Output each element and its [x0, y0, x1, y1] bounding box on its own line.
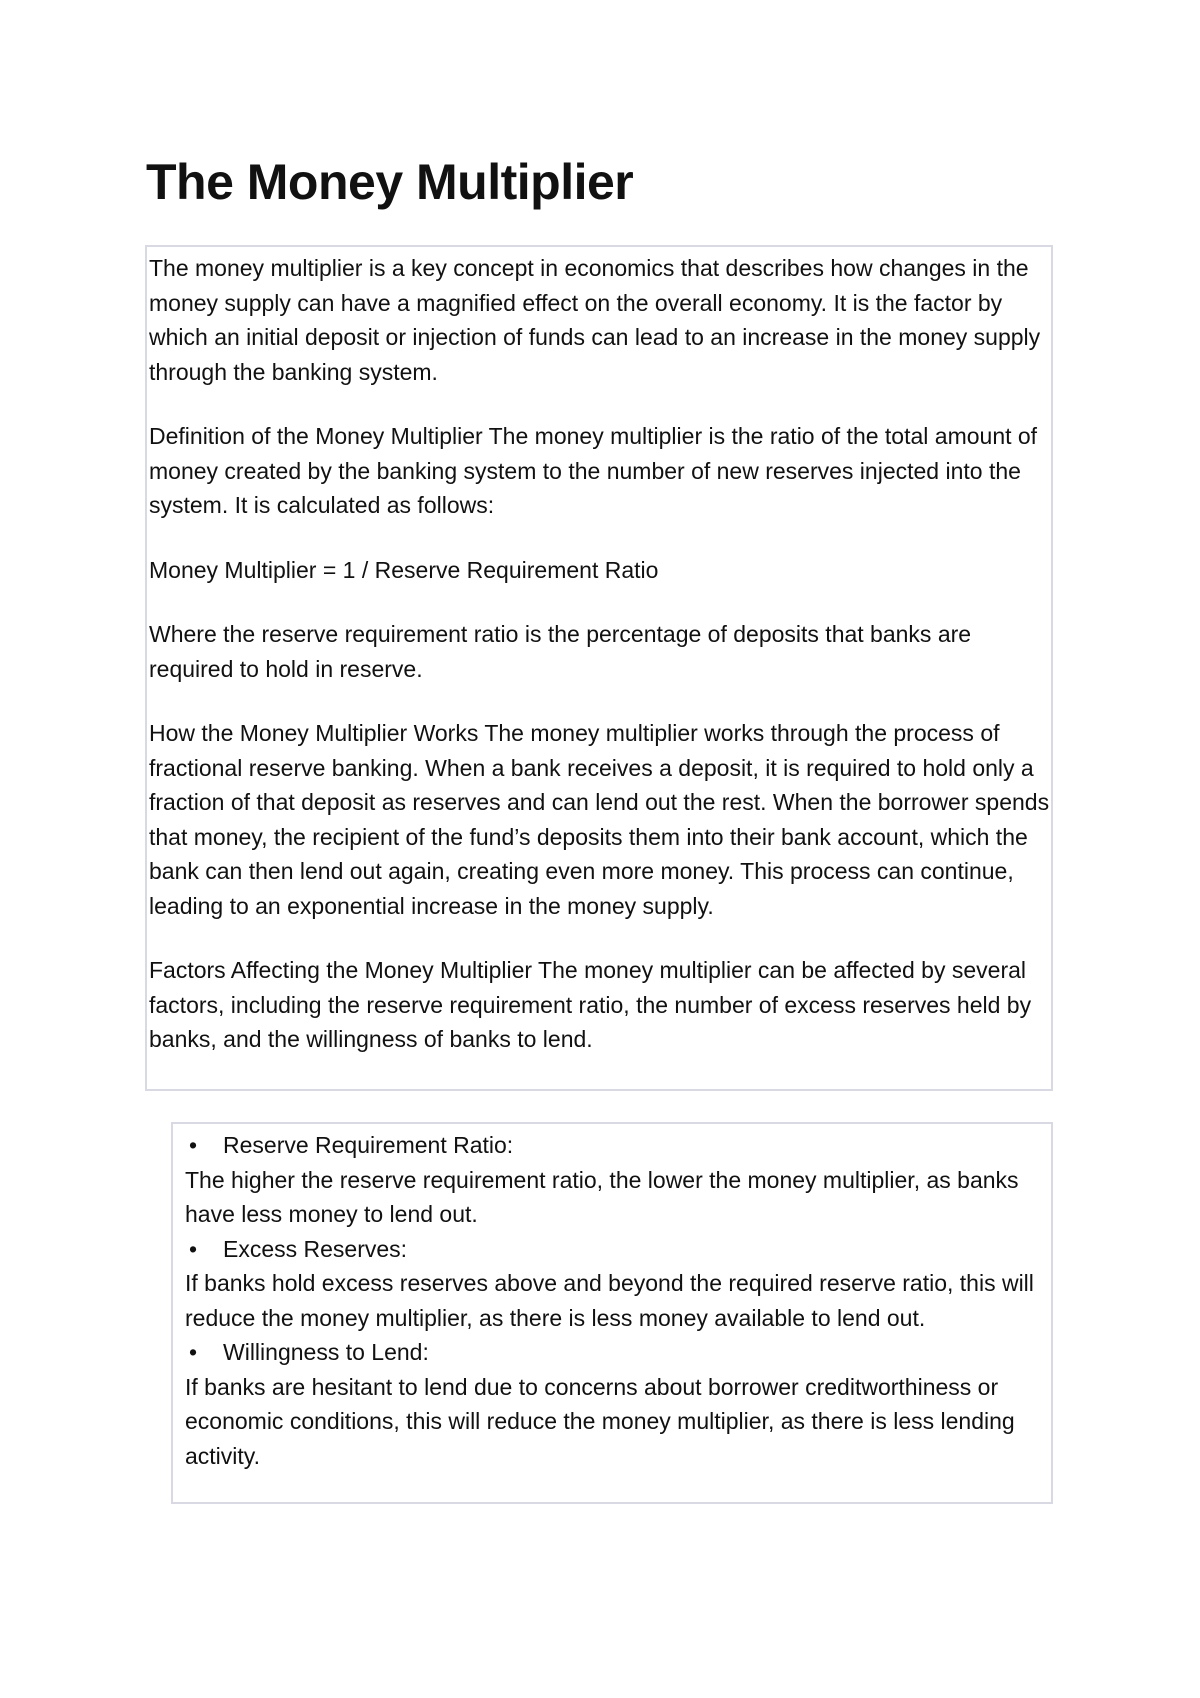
list-item-description: If banks hold excess reserves above and beyond the required reserve ratio, this will reduce the money multiplier, as there is less money available to lend out.: [185, 1270, 1034, 1331]
paragraph-factors: Factors Affecting the Money Multiplier The money multiplier can be affected by several factors, including the reserve requirement ratio, the number of excess reserves held by banks, and the willingness of banks to lend.: [149, 957, 1032, 1052]
bullet-icon: •: [189, 1132, 198, 1158]
main-text-box: [145, 245, 1053, 1091]
list-item: [185, 1128, 1051, 1232]
list-item-description: If banks are hesitant to lend due to concerns about borrower creditworthiness or economic conditions, this will reduce the money multiplier, as there is less lending activity.: [185, 1373, 1015, 1469]
paragraph-intro: The money multiplier is a key concept in economics that describes how changes in the money supply can have a magnified effect on the overall economy. It is the factor by which an initial deposit or injection of funds can lead to an increase in the money supply through the banking system.: [149, 255, 1041, 385]
list-item-label: Excess Reserves:: [223, 1235, 408, 1262]
list-item: [185, 1232, 1051, 1336]
list-item-description: The higher the reserve requirement ratio, the lower the money multiplier, as banks have less money to lend out.: [185, 1166, 1019, 1227]
paragraph-reserve-ratio: Where the reserve requirement ratio is the percentage of deposits that banks are required to hold in reserve.: [149, 621, 972, 682]
paragraph-definition: Definition of the Money Multiplier The money multiplier is the ratio of the total amount of money created by the banking system to the number of new reserves injected into the system. It is calculated as follows:: [149, 423, 1038, 518]
list-item: [185, 1335, 1051, 1473]
page-title: The Money Multiplier: [146, 154, 634, 210]
bullet-icon: •: [189, 1235, 198, 1262]
bullet-icon: •: [189, 1339, 198, 1365]
paragraph-how-it-works: How the Money Multiplier Works The money multiplier works through the process of fractional reserve banking. When a bank receives a deposit, it is required to hold only a fraction of that deposit as reserves and can lend out the rest. When the borrower spends that money, the recipient of the fund’s deposits them into their bank account, which the bank can then lend out again, creating even more money. This process can continue, leading to an exponential increase in the money supply.: [149, 720, 1050, 919]
factors-list-box: [171, 1122, 1053, 1504]
list-item-label: Willingness to Lend:: [223, 1339, 429, 1365]
paragraph-formula: Money Multiplier = 1 / Reserve Requirement Ratio: [149, 556, 659, 583]
list-item-label: Reserve Requirement Ratio:: [223, 1132, 514, 1158]
